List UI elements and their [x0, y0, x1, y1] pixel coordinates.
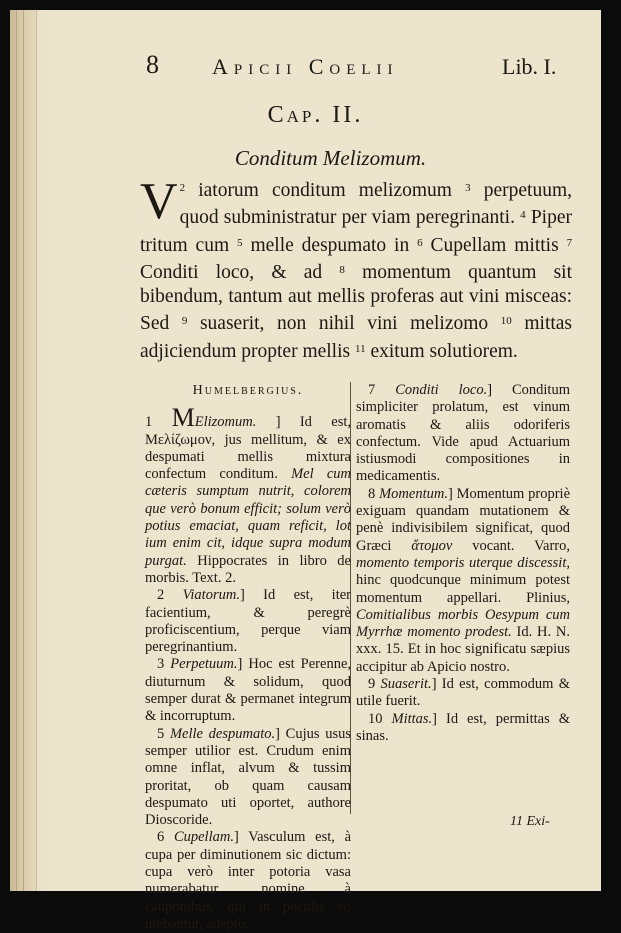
note-greek-word: ἄτομον — [411, 537, 453, 554]
note-text: Hippocrates in libro de morbis. Text. 2. — [145, 552, 351, 586]
commentary-note — [356, 486, 570, 676]
note-lemma: Momentum. — [379, 485, 448, 502]
page-binding-edge — [10, 10, 37, 891]
book-number: Lib. I. — [502, 54, 557, 79]
note-lemma: Mittas. — [391, 710, 433, 727]
commentary-note — [145, 829, 351, 933]
commentary-note — [356, 382, 570, 486]
note-lemma: Conditi loco. — [395, 382, 488, 398]
footnote-marker: 6 — [417, 236, 423, 249]
note-number: 3 — [157, 656, 165, 673]
footnote-marker: 4 — [520, 209, 526, 222]
note-initial: M — [171, 403, 195, 433]
note-number: 2 — [157, 587, 165, 604]
commentary-right-column — [356, 382, 570, 745]
note-number: 8 — [368, 485, 376, 502]
note-number: 9 — [368, 676, 376, 693]
footnote-marker: 10 — [500, 315, 512, 328]
note-number: 6 — [157, 829, 165, 846]
note-quote: momento temporis uterque discessit, — [356, 554, 570, 571]
note-text: vocant. Varro, — [472, 537, 571, 554]
note-text: Id. H. N. xxx. 15. Et in hoc significatu sæpius accipitur ab Apicio nostro. — [356, 624, 570, 675]
commentary-left-column — [145, 382, 351, 933]
commentary-note — [356, 676, 570, 711]
running-title: Apicii Coelii — [212, 54, 399, 79]
note-number: 10 — [368, 710, 383, 727]
note-quote: Comitialibus morbis Oesypum cum Myrrhæ momento prodest. — [356, 606, 570, 641]
commentary-note — [145, 656, 351, 725]
note-text: ] Hoc est Perenne, diuturnum & solidum, quod semper durat & permanet integrum & incorruptum. — [145, 656, 352, 725]
main-text-segment: exitum solutiorem. — [370, 340, 518, 362]
footnote-marker: 9 — [181, 315, 188, 328]
book-page — [10, 10, 601, 932]
note-lemma: Cupellam. — [173, 829, 234, 846]
note-lemma: Melle despumato. — [169, 725, 276, 742]
note-text: ] Conditum simpliciter prolatum, est vinum aromatis & aliis odoriferis confectum. Vide apud Actuarium istiusmodi compositiones in medicamentis. — [356, 382, 570, 485]
note-number: 5 — [157, 725, 165, 742]
commentary-note — [145, 726, 351, 830]
note-number: 1 — [145, 414, 153, 431]
note-text: ] Id est, iter facientium, & peregrè proficiscentium, perque viam peregrinantium. — [145, 587, 352, 656]
main-text-segment: Piper tritum cum — [140, 207, 572, 256]
note-number: 7 — [368, 382, 376, 398]
note-lemma: Perpetuum. — [170, 656, 238, 673]
main-text-segment: iatorum conditum melizomum — [198, 180, 452, 201]
note-text: ] Momentum propriè exiguam quandam mutationem & penè indivisibilem significat, quod Græci — [356, 485, 570, 554]
page-number: 8 — [146, 50, 159, 79]
note-text: ] Id est, Μελίζωμον, jus mellitum, & ex despumati mellis mixtura confectum conditum. — [145, 414, 352, 483]
footnote-marker: 3 — [465, 182, 471, 194]
main-text-segment: perpetuum, quod subministratur per viam peregrinanti. — [179, 180, 572, 229]
main-recipe-text — [140, 173, 573, 364]
chapter-title: Cap. II. — [267, 102, 364, 128]
footnote-marker: 11 — [355, 342, 366, 355]
footnote-marker: 5 — [237, 236, 243, 249]
main-text-segment: Conditi loco, & ad — [140, 261, 323, 283]
note-text: ] Id est, commodum & utile fuerit. — [356, 676, 570, 710]
note-lemma: Suaserit. — [380, 676, 432, 693]
recipe-subtitle: Conditum Melizomum. — [234, 146, 427, 170]
main-text-segment: suaserit, non nihil vini melizomo — [199, 313, 489, 335]
main-text-segment: mittas adjiciendum propter mellis — [140, 313, 573, 362]
note-lemma: Viatorum. — [182, 587, 240, 604]
drop-capital: V — [140, 173, 178, 230]
note-text: ] Vasculum est, à cupa per diminutionem sic dictum: cupa verò inter potoria vasa numerabatur, nomine à cauponibus, qui in poculis eo utebantur, adepto. — [145, 829, 351, 932]
footnote-marker: 8 — [339, 263, 345, 276]
commentary-heading: Humelbergius. — [192, 383, 304, 398]
note-text: ] Id est, permittas & sinas. — [356, 710, 570, 744]
commentary-note — [145, 587, 351, 656]
note-lemma: Elizomum. — [194, 414, 257, 431]
main-text-segment: melle despumato in — [250, 234, 410, 256]
footnote-marker: 2 — [179, 182, 186, 194]
commentary-note — [356, 711, 570, 746]
commentary-note — [145, 403, 352, 587]
page-header — [10, 48, 601, 88]
note-text: ] Cujus usus semper utilior est. Crudum enim omne inflat, alvum & tussim proritat, ob quam causam despumato uti oportet, authore Dioscoride. — [145, 725, 351, 829]
footnote-marker: 7 — [566, 236, 573, 249]
main-text-segment: Cupellam mittis — [430, 234, 559, 256]
note-quote: Mel cum cæteris sumptum nutrit, colorem que verò bonum efficit; solum verò potius emaciat, quam reficit, lot ium enim cit, idque supra modum purgat. — [145, 466, 351, 569]
note-text: hinc quodcunque minimum potest momentum appellari. Plinius, — [356, 572, 570, 606]
catchword: 11 Exi- — [510, 814, 550, 829]
main-text-segment: momentum quantum sit bibendum, tantum aut mellis proferas aut vini misceas: Sed — [140, 261, 573, 335]
